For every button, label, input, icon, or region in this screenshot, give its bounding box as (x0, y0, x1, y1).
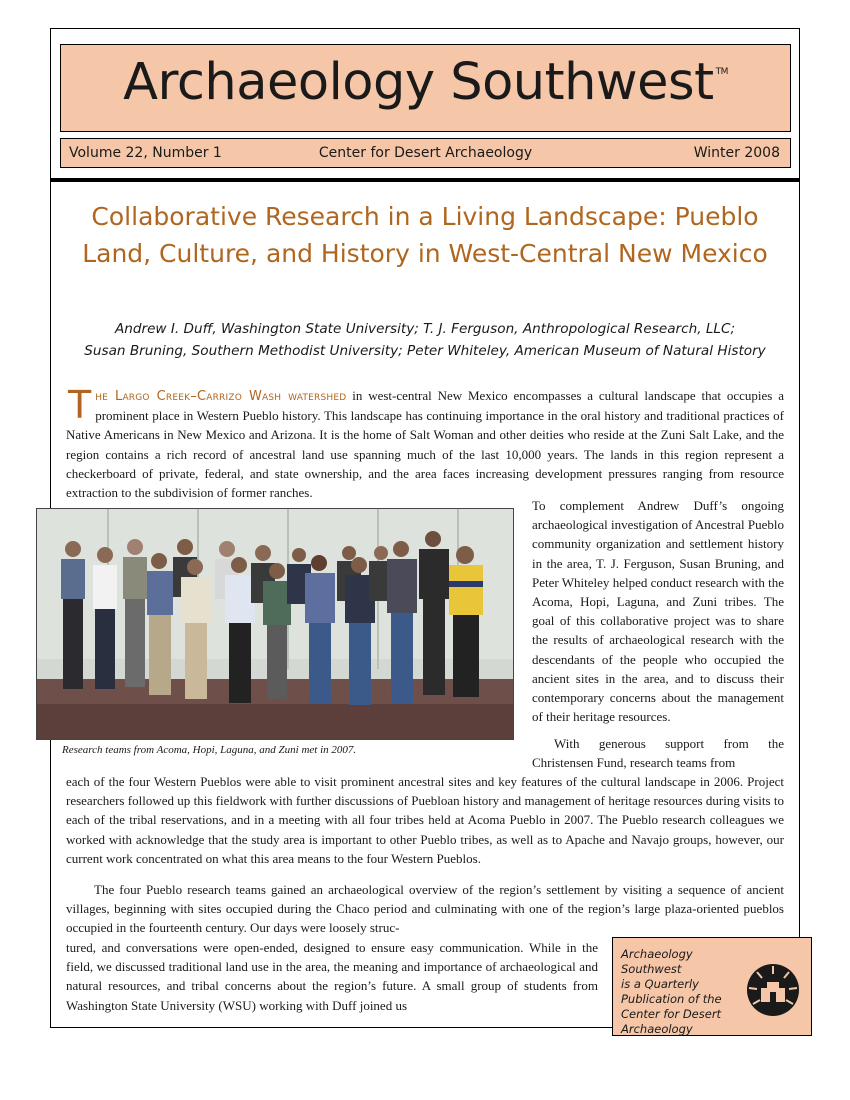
publication-note-line: Center for Desert (621, 1007, 722, 1021)
publication-note-line: is a Quarterly (621, 977, 699, 991)
publication-note-text (621, 947, 746, 1037)
publication-note-line: Publication of the (621, 992, 722, 1006)
issue-date: Winter 2008 (693, 145, 780, 161)
divider-rule (50, 178, 800, 182)
body-paragraph-right-2: With generous support from the Christensen Fund, research teams from (532, 736, 784, 771)
group-photo (36, 508, 514, 740)
trademark-mark: TM (715, 67, 728, 77)
intro-body: in west-central New Mexico encompasses a cultural landscape that occupies a prominent place in Western Pueblo history. This landscape has continuing importance in the oral history and traditional practices of Native Americans in New Mexico and Arizona. It is the home of Salt Woman and other deities who reside at the Zuni Salt Lake, and the region contains a rich record of ancestral land use spanning much of the last 10,000 years. The lands in this region represent a checkerboard of private, federal, and state ownership, and the area faces increasing development pressures ranging from resource extraction to the subdivision of former ranches. (66, 388, 784, 501)
lead-in-text: he Largo Creek–Carrizo Wash watershed (95, 389, 347, 404)
authors-line-1: Andrew I. Duff, Washington State University; T. J. Ferguson, Anthropological Research, LLC; (114, 321, 736, 337)
publication-note-line: Archaeology (621, 1022, 693, 1036)
photo-caption: Research teams from Acoma, Hopi, Laguna, and Zuni met in 2007. (62, 744, 357, 756)
center-logo-icon (745, 962, 801, 1018)
body-paragraph-full-3: tured, and conversations were open-ended, designed to ensure easy communication. While in the field, we discussed traditional land use in the area, the meaning and importance of archaeological and natural resources, and tribal concerns about the region’s future. A small group of students from Washington State University (WSU) working with Duff joined us (66, 940, 598, 1013)
publication-note-box (612, 937, 812, 1036)
authors-line-2: Susan Bruning, Southern Methodist University; Peter Whiteley, American Museum of Natural History (84, 343, 766, 359)
article-authors (60, 318, 790, 362)
article-title: Collaborative Research in a Living Landscape: Pueblo Land, Culture, and History in West-Central New Mexico (82, 202, 768, 268)
body-paragraph-right-1: To complement Andrew Duff’s ongoing archaeological investigation of Ancestral Pueblo community organization and settlement history in the area, T. J. Ferguson, Susan Bruning, and Peter Whiteley helped conduct research with the Acoma, Hopi, Laguna, and Zuni tribes. The goal of this collaborative project was to share the results of archaeological research with the descendants of the people who occupied the ancient sites in the area, and to discuss their contemporary concerns about the management of their heritage resources. (532, 498, 784, 725)
body-paragraph-full-1: each of the four Western Pueblos were able to visit prominent ancestral sites and key features of the cultural landscape in 2006. Project researchers followed up this fieldwork with further discussions of Puebloan history and management of heritage resources during visits to each of the tribal reservations, and in a meeting with all four tribes held at Acoma Pueblo in 2007. The Pueblo research colleagues we worked with acknowledge that the study area is important to other Pueblo tribes, as well as to Apache and Navajo groups, however, our current work concentrated on what this area means to the four Western Pueblos. (66, 774, 784, 866)
newsletter-title: Archaeology Southwest ™ (123, 53, 728, 112)
intro-paragraph (66, 383, 784, 502)
masthead (60, 44, 791, 132)
group-photo-illustration (37, 509, 514, 740)
publisher-name: Center for Desert Archaeology (318, 145, 533, 161)
publication-note-line: Archaeology Southwest (621, 947, 693, 976)
volume-number: Volume 22, Number 1 (69, 145, 222, 161)
body-paragraph-full-2: The four Pueblo research teams gained an archaeological overview of the region’s settlement by visiting a sequence of ancient villages, beginning with sites occupied during the Chaco period and culminating with one of the region’s large plaza-oriented pueblos occupied in the fourteenth century. Our days were loosely struc- (66, 882, 784, 936)
drop-cap: T (68, 383, 92, 427)
issue-bar (60, 138, 791, 168)
